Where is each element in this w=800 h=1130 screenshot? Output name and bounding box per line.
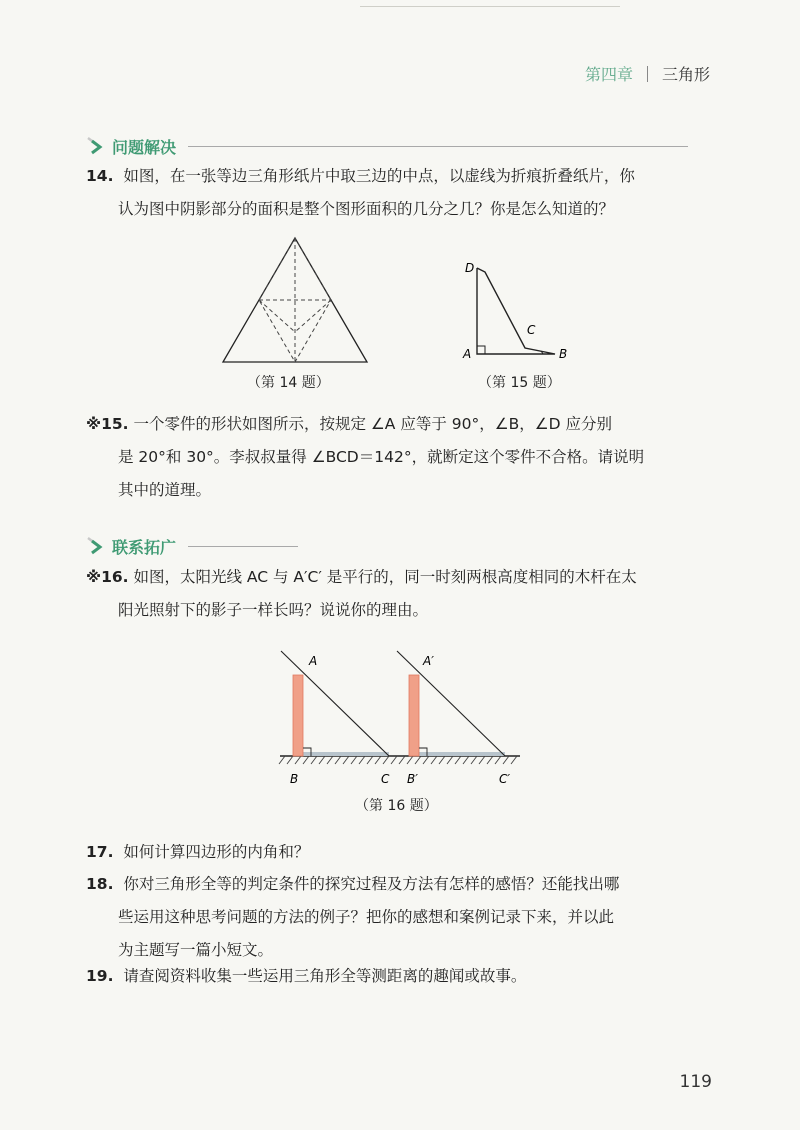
chevron-right-icon xyxy=(86,136,110,158)
section-label: 联系拓广 xyxy=(112,538,177,557)
running-header xyxy=(585,62,710,85)
shadow-b2c2 xyxy=(409,752,505,756)
problem-number: 14. xyxy=(86,167,114,185)
shadow-bc xyxy=(293,752,389,756)
problem-text: 些运用这种思考问题的方法的例子？把你的感想和案例记录下来，并以此 xyxy=(118,908,615,926)
label-a-prime: A′ xyxy=(423,654,434,668)
header-separator xyxy=(647,66,648,82)
problem-number: ※15. xyxy=(86,415,129,433)
part-outline xyxy=(477,268,555,354)
problem-number: 19. xyxy=(86,967,114,985)
label-c: C xyxy=(381,772,390,786)
problem-text: 认为图中阴影部分的面积是整个图形面积的几分之几？你是怎么知道的？ xyxy=(118,200,615,218)
problem-16 xyxy=(86,561,637,627)
pole-left xyxy=(293,675,303,756)
chapter-label: 第四章 xyxy=(584,65,633,84)
label-c: C xyxy=(527,323,536,337)
problem-19 xyxy=(86,960,526,993)
pole-right xyxy=(409,675,419,756)
figure-16-poles xyxy=(275,645,525,795)
problem-text: 你对三角形全等的判定条件的探究过程及方法有怎样的感悟？还能找出哪 xyxy=(123,875,620,893)
problem-text: 阳光照射下的影子一样长吗？说说你的理由。 xyxy=(118,601,429,619)
fold-line-right xyxy=(295,300,331,332)
right-angle-mark xyxy=(477,346,485,354)
section-extension xyxy=(86,535,298,558)
figure-14-triangle xyxy=(215,230,380,370)
problem-number: ※16. xyxy=(86,568,129,586)
problem-17 xyxy=(86,836,309,869)
section-rule xyxy=(188,546,298,547)
label-a: A xyxy=(309,654,318,668)
label-b: B xyxy=(559,347,568,361)
ground-hatching xyxy=(279,756,517,764)
fold-line-left xyxy=(259,300,295,332)
page-number: 119 xyxy=(679,1072,712,1092)
label-b: B xyxy=(290,772,299,786)
section-problem-solving xyxy=(86,135,688,158)
problem-text: 其中的道理。 xyxy=(118,481,212,499)
problem-text: 为主题写一篇小短文。 xyxy=(118,941,274,959)
problem-number: 18. xyxy=(86,875,114,893)
problem-18 xyxy=(86,868,619,967)
figure-16-caption: （第 16 题） xyxy=(355,798,438,814)
problem-text: 请查阅资料收集一些运用三角形全等测距离的趣闻或故事。 xyxy=(123,967,527,985)
problem-number: 17. xyxy=(86,843,114,861)
problem-text: 如图，太阳光线 AC 与 A′C′ 是平行的，同一时刻两根高度相同的木杆在太 xyxy=(133,568,637,586)
problem-text: 一个零件的形状如图所示，按规定 ∠A 应等于 90°，∠B，∠D 应分别 xyxy=(133,415,613,433)
chapter-title: 三角形 xyxy=(661,65,710,84)
label-a: A xyxy=(463,347,472,361)
chevron-right-icon xyxy=(86,536,110,558)
label-b-prime: B′ xyxy=(407,772,418,786)
problem-14 xyxy=(86,160,635,226)
figure-15-caption: （第 15 题） xyxy=(478,375,561,391)
problem-text: 如图，在一张等边三角形纸片中取三边的中点，以虚线为折痕折叠纸片，你 xyxy=(123,167,635,185)
figure-15-part xyxy=(455,258,585,368)
figure-14-caption: （第 14 题） xyxy=(247,375,330,391)
problem-text: 如何计算四边形的内角和？ xyxy=(123,843,310,861)
top-rule xyxy=(360,6,620,7)
problem-text: 是 20°和 30°。李叔叔量得 ∠BCD＝142°，就断定这个零件不合格。请说明 xyxy=(118,448,645,466)
section-label: 问题解决 xyxy=(112,138,177,157)
problem-15 xyxy=(86,408,644,507)
section-rule xyxy=(188,146,688,147)
label-d: D xyxy=(465,261,475,275)
label-c-prime: C′ xyxy=(499,772,511,786)
